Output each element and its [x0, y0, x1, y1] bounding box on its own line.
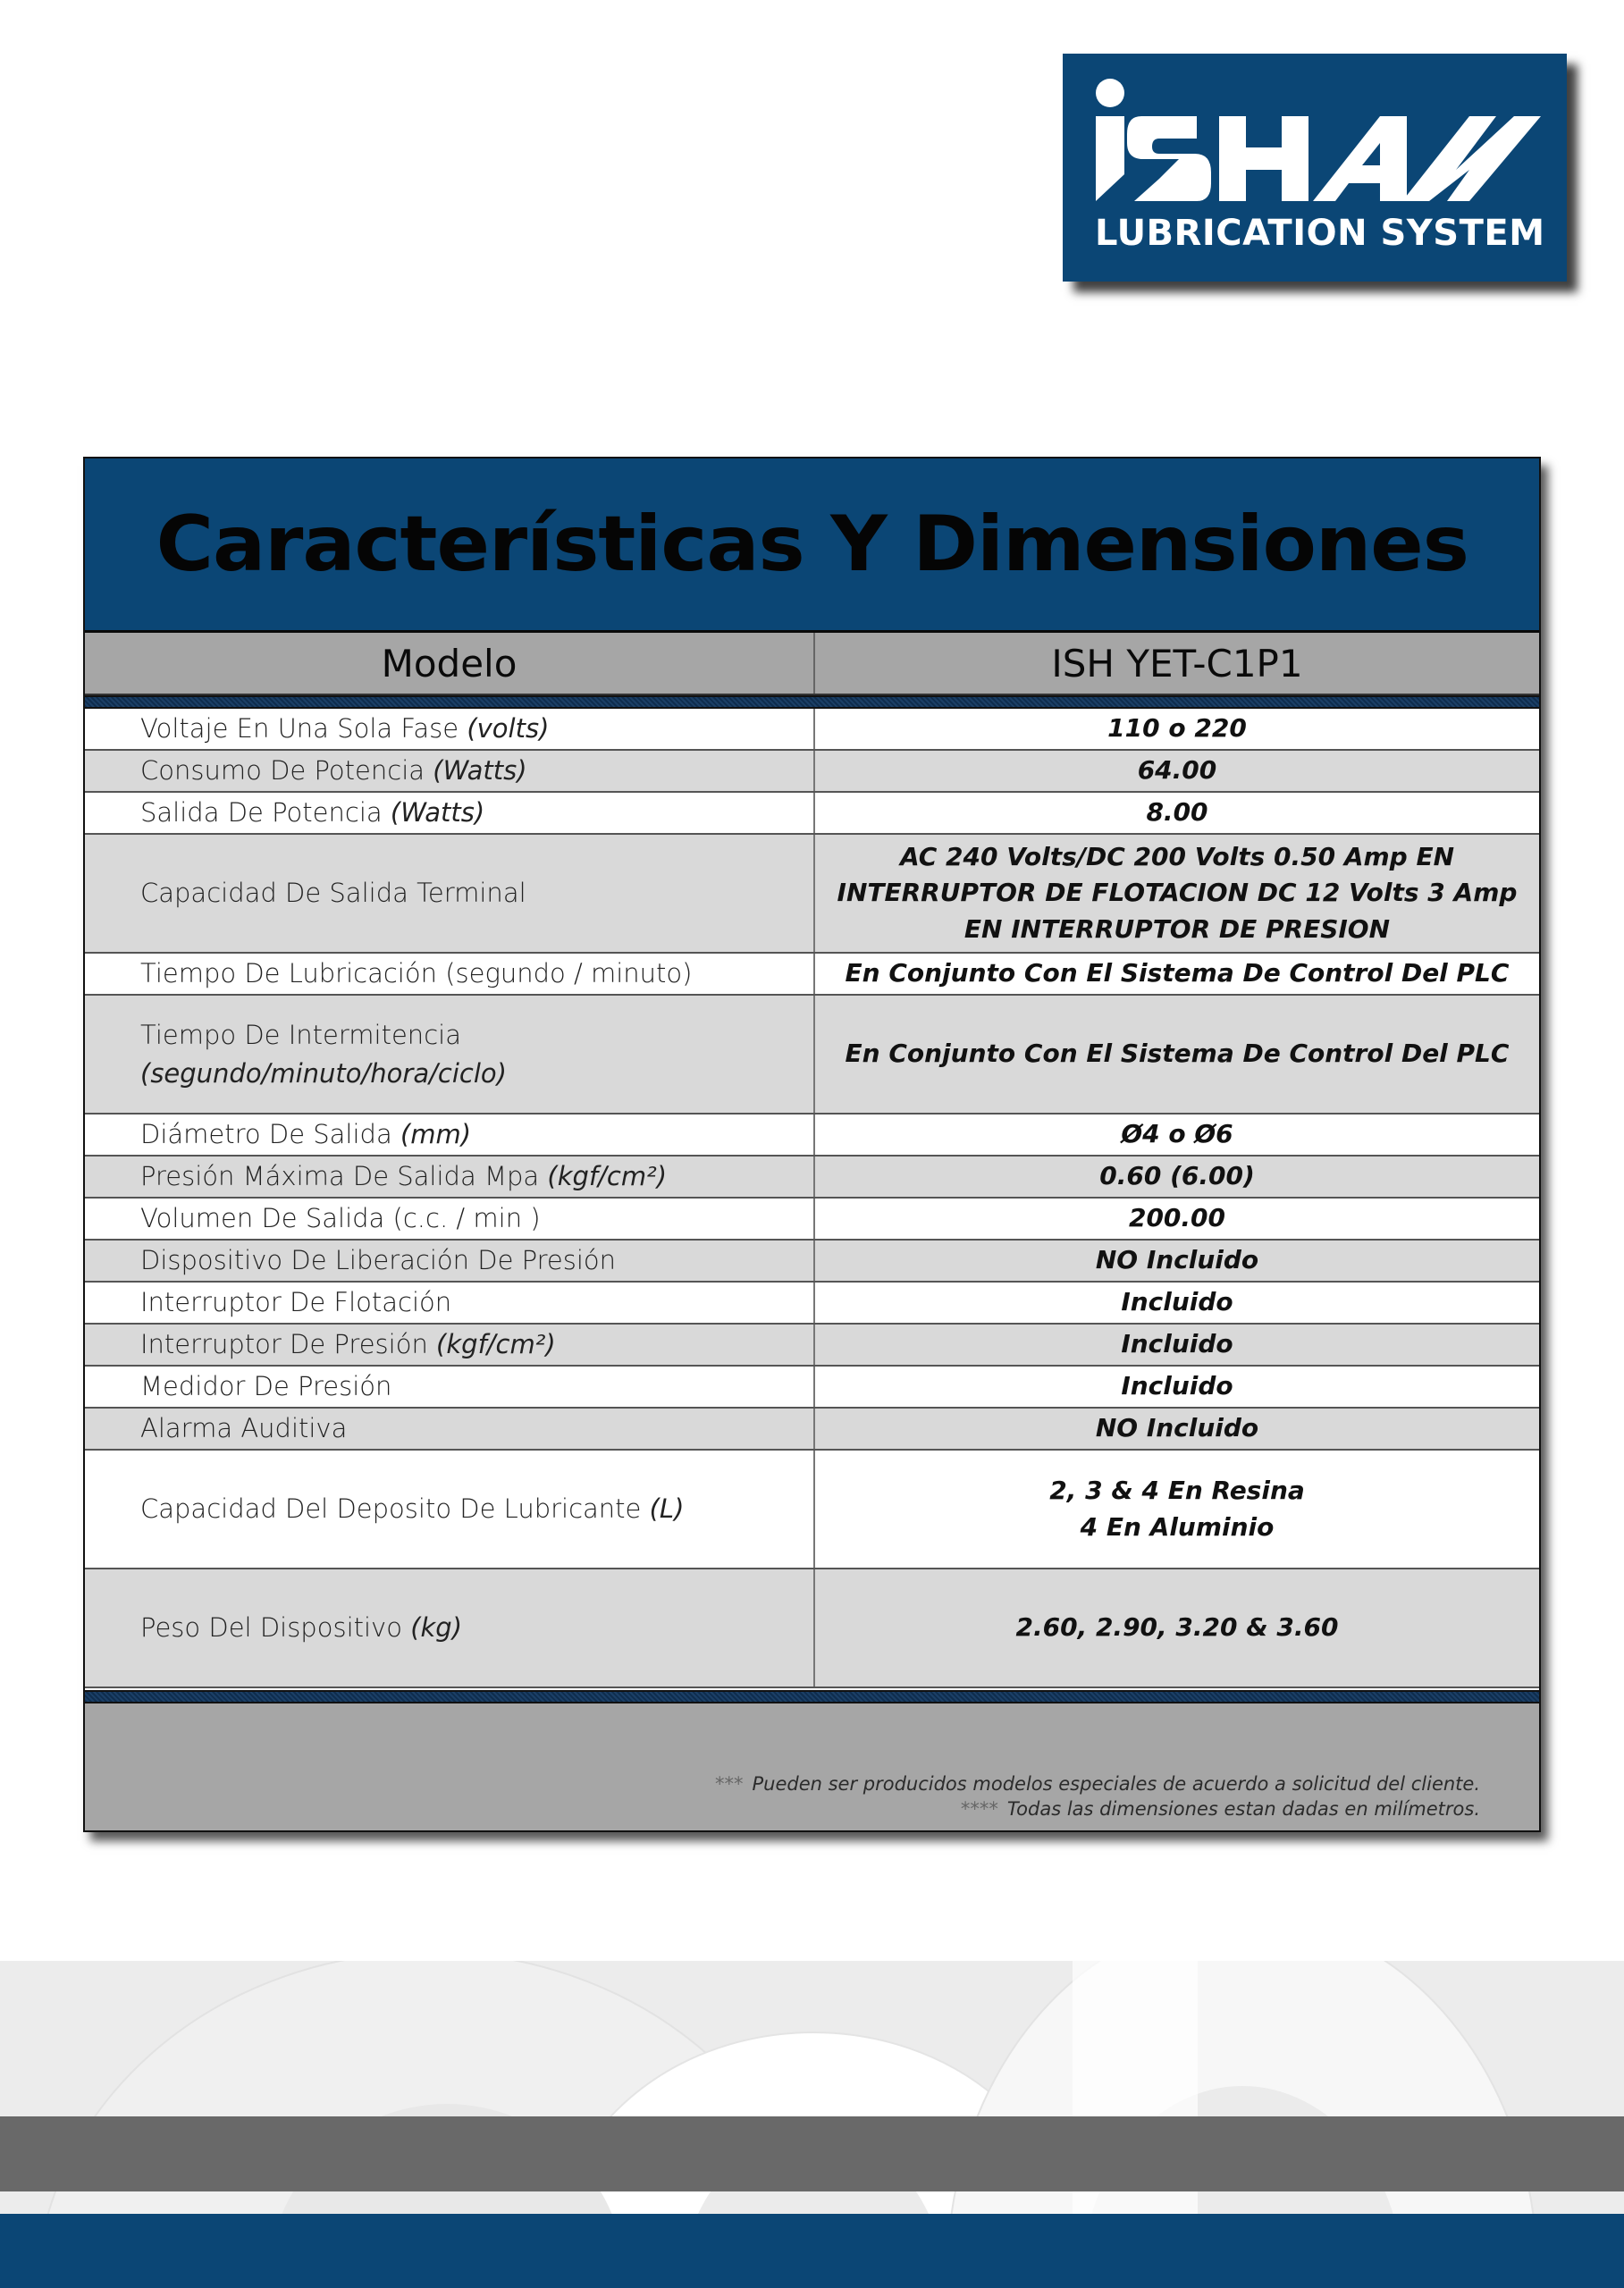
spec-label-text: [140, 710, 549, 747]
table-row: [85, 709, 1539, 751]
footnote-marker: ***: [714, 1773, 744, 1795]
spec-name: Consumo De Potencia: [140, 755, 433, 786]
spec-label: [85, 996, 815, 1113]
table-row: [85, 1325, 1539, 1367]
logo-subtitle: LUBRICATION SYSTEM: [1095, 213, 1545, 254]
spec-label: [85, 1451, 815, 1568]
spec-unit: (kg): [410, 1612, 463, 1644]
ishaw-wordmark-icon: [1063, 54, 1567, 223]
spec-label-text: [140, 1409, 347, 1447]
spec-label: [85, 1325, 815, 1365]
spec-label: [85, 1569, 815, 1687]
spec-label-text: [140, 1325, 556, 1363]
footer-blue-bar: [0, 2214, 1624, 2288]
spec-name: Peso Del Dispositivo: [140, 1612, 411, 1644]
table-row: [85, 1451, 1539, 1569]
spec-label: [85, 1157, 815, 1197]
spec-value: 110 o 220: [1107, 713, 1247, 744]
spec-value: Incluido: [1121, 1287, 1233, 1317]
notes-footer: [85, 1703, 1539, 1830]
spec-label-text: [140, 1609, 462, 1646]
spec-name: Voltaje En Una Sola Fase: [140, 713, 467, 744]
spec-label-text: [140, 1490, 684, 1527]
spec-name: Presión Máxima De Salida Mpa: [140, 1161, 548, 1192]
spec-label: [85, 1367, 815, 1407]
spec-label-text: [140, 874, 526, 912]
spec-value: 200.00: [1128, 1203, 1226, 1233]
spec-unit: (mm): [400, 1119, 472, 1150]
spec-table: [83, 457, 1541, 1832]
brand-logo: [1063, 54, 1567, 282]
spec-label-text: [140, 1283, 451, 1321]
spec-unit: (segundo/minuto/hora/ciclo): [140, 1057, 507, 1089]
spec-label: [85, 1283, 815, 1323]
spec-name: Tiempo De Intermitencia: [140, 1020, 461, 1051]
title-band: [85, 458, 1539, 633]
table-row: [85, 835, 1539, 954]
spec-label-text: [140, 794, 484, 831]
spec-value: 2, 3 & 4 En Resina 4 En Aluminio: [1049, 1475, 1305, 1542]
spec-unit: (kgf/cm²): [436, 1329, 556, 1360]
spec-label: [85, 1115, 815, 1155]
footer-gray-bar: [0, 2116, 1624, 2191]
spec-label: [85, 1409, 815, 1449]
page-title: Características Y Dimensiones: [156, 500, 1468, 589]
header-model-value: ISH YET-C1P1: [1051, 641, 1303, 686]
spec-name: Capacidad De Salida Terminal: [140, 878, 526, 909]
table-row: [85, 1157, 1539, 1199]
spec-unit: (volts): [467, 713, 550, 744]
spec-value: 64.00: [1137, 755, 1217, 786]
spec-name: Tiempo De Lubricación (segundo / minuto): [140, 958, 693, 989]
spec-label: [85, 793, 815, 833]
spec-name: Alarma Auditiva: [140, 1413, 348, 1444]
spec-name: Dispositivo De Liberación De Presión: [140, 1245, 617, 1276]
footnotes: [715, 1771, 1480, 1822]
footnote: [715, 1771, 1480, 1796]
spec-label: [85, 709, 815, 749]
spec-value: 2.60, 2.90, 3.20 & 3.60: [1015, 1612, 1339, 1643]
spec-value: Incluido: [1121, 1329, 1233, 1359]
table-header: [85, 633, 1539, 695]
table-row: [85, 1283, 1539, 1325]
spec-name: Interruptor De Flotación: [140, 1287, 452, 1318]
header-model-label: Modelo: [85, 633, 815, 694]
table-row: [85, 793, 1539, 835]
spec-label: [85, 954, 815, 994]
spec-value: NO Incluido: [1095, 1413, 1259, 1443]
table-row: [85, 1115, 1539, 1157]
spec-label-text: [140, 1367, 391, 1405]
spec-value: NO Incluido: [1095, 1245, 1259, 1275]
spec-unit: (kgf/cm²): [547, 1161, 668, 1192]
table-row: [85, 954, 1539, 996]
spec-label: [85, 1241, 815, 1281]
spec-value: En Conjunto Con El Sistema De Control Del PLC: [845, 958, 1510, 988]
footnote: [715, 1796, 1480, 1821]
spec-label-text: [140, 955, 692, 992]
spec-name: Salida De Potencia: [140, 797, 391, 829]
divider-stripe: [85, 695, 1539, 709]
footnote-text: Pueden ser producidos modelos especiales de acuerdo a solicitud del cliente.: [752, 1773, 1480, 1795]
table-row: [85, 1199, 1539, 1241]
spec-unit: (L): [649, 1493, 685, 1525]
table-row: [85, 1241, 1539, 1283]
spec-label-text: [140, 1157, 667, 1195]
spec-label-text: [140, 1115, 471, 1153]
table-row: [85, 1569, 1539, 1688]
table-row: [85, 996, 1539, 1115]
table-row: [85, 1367, 1539, 1409]
spec-rows: [85, 709, 1539, 1688]
divider-stripe: [85, 1690, 1539, 1703]
spec-unit: (Watts): [390, 797, 485, 829]
spec-label: [85, 751, 815, 791]
spec-value: AC 240 Volts/DC 200 Volts 0.50 Amp EN INTERRUPTOR DE FLOTACION DC 12 Volts 3 Amp EN INTERRUPTOR DE PRESION: [837, 841, 1518, 944]
spec-value: Incluido: [1121, 1371, 1233, 1401]
spec-label-text: [140, 1016, 507, 1091]
spec-value: En Conjunto Con El Sistema De Control Del PLC: [845, 1039, 1510, 1069]
spec-name: Capacidad Del Deposito De Lubricante: [140, 1493, 650, 1525]
spec-label-text: [140, 1241, 616, 1279]
spec-name: Interruptor De Presión: [140, 1329, 437, 1360]
table-row: [85, 1409, 1539, 1451]
footnote-text: Todas las dimensiones estan dadas en milímetros.: [1006, 1798, 1480, 1821]
footnote-marker: ****: [960, 1798, 998, 1821]
spec-unit: (Watts): [433, 755, 527, 786]
table-row: [85, 751, 1539, 793]
spec-value: 8.00: [1146, 797, 1208, 828]
spec-label: [85, 1199, 815, 1239]
spec-name: Volumen De Salida (c.c. / min ): [140, 1203, 541, 1234]
spec-value: Ø4 o Ø6: [1121, 1119, 1233, 1149]
spec-value: 0.60 (6.00): [1099, 1161, 1255, 1191]
spec-label: [85, 835, 815, 952]
spec-label-text: [140, 1199, 541, 1237]
spec-name: Diámetro De Salida: [140, 1119, 400, 1150]
spec-label-text: [140, 752, 527, 789]
spec-name: Medidor De Presión: [140, 1371, 392, 1402]
